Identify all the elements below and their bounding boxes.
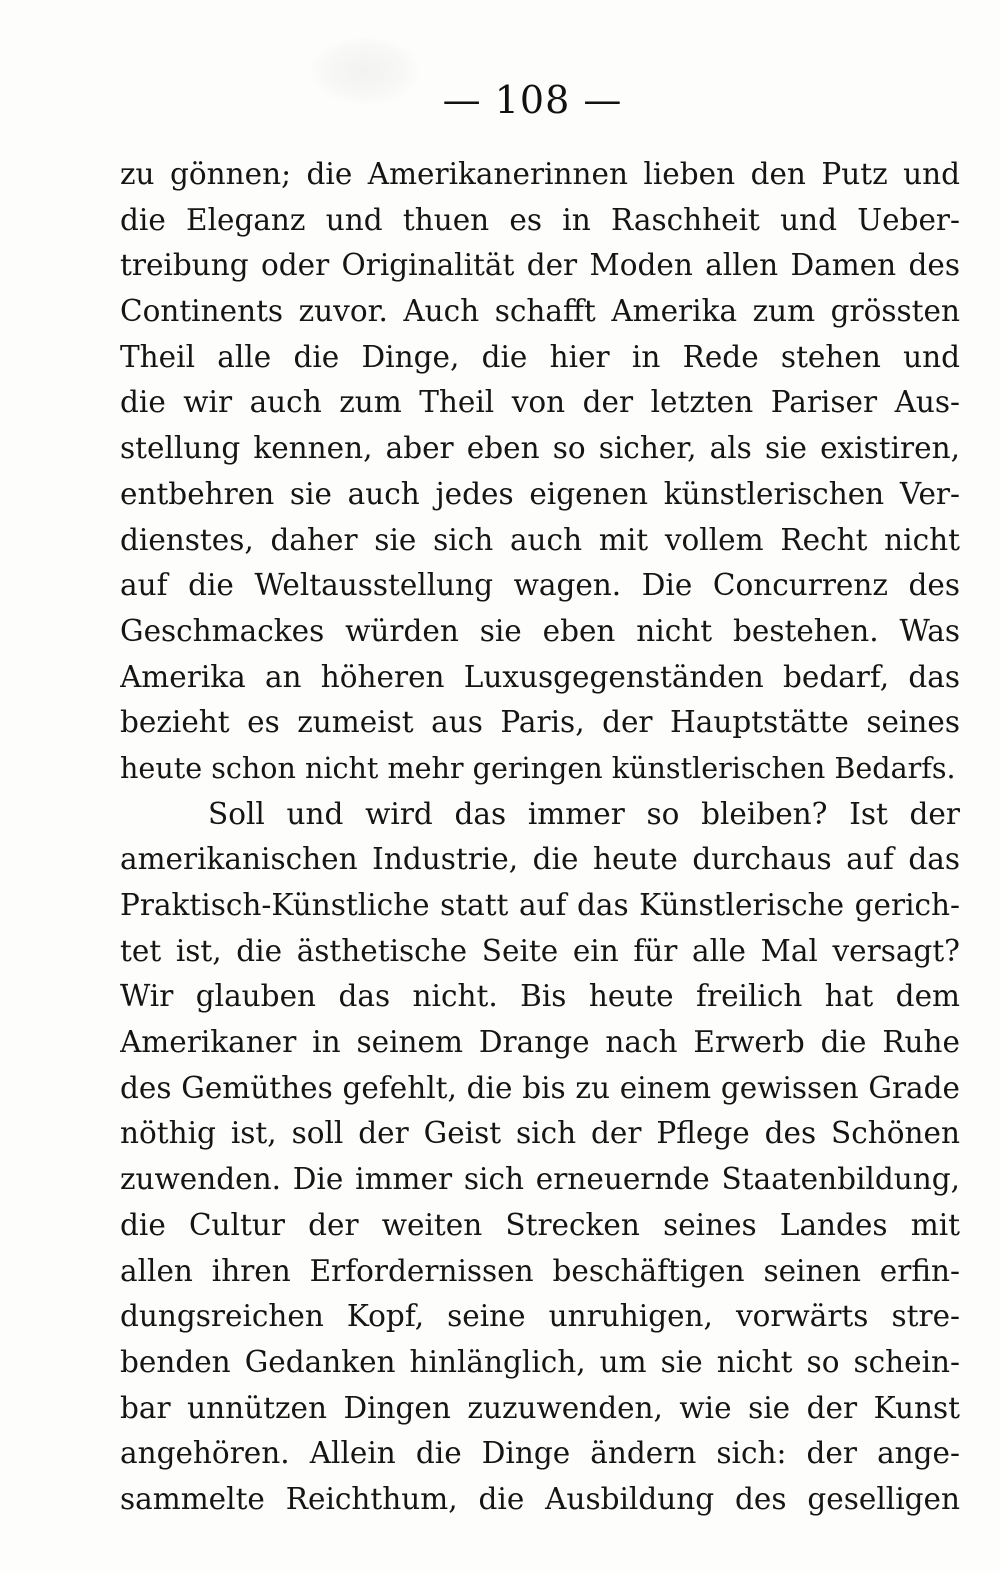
text-line: Soll und wird das immer so bleiben? Ist der [208, 796, 960, 831]
text-line: dungsreichen Kopf, seine unruhigen, vorwärts stre- [120, 1299, 960, 1334]
text-line: Amerika an höheren Luxusgegenständen bedarf, das [120, 659, 960, 694]
text-line: des Gemüthes gefehlt, die bis zu einem gewissen Grade [120, 1070, 960, 1105]
text-line: die Eleganz und thuen es in Raschheit und Ueber- [120, 202, 960, 237]
text-line: Geschmackes würden sie eben nicht bestehen. Was [120, 613, 960, 648]
text-line: dienstes, daher sie sich auch mit vollem Recht nicht [120, 522, 960, 557]
text-line: auf die Weltausstellung wagen. Die Concurrenz des [120, 568, 960, 603]
text-line: treibung oder Originalität der Moden allen Damen des [120, 248, 960, 283]
text-line: Continents zuvor. Auch schafft Amerika zum grössten [120, 294, 960, 329]
text-line: allen ihren Erfordernissen beschäftigen seinen erfin- [120, 1253, 960, 1288]
text-line: bar unnützen Dingen zuzuwenden, wie sie der Kunst [120, 1390, 960, 1425]
text-line: stellung kennen, aber eben so sicher, als sie existiren, [120, 431, 960, 466]
text-line: Amerikaner in seinem Drange nach Erwerb die Ruhe [120, 1025, 960, 1060]
text-line: Theil alle die Dinge, die hier in Rede stehen und [120, 339, 960, 374]
body-text [120, 152, 960, 1523]
text-line: bezieht es zumeist aus Paris, der Hauptstätte seines [120, 705, 960, 740]
text-line: nöthig ist, soll der Geist sich der Pflege des Schönen [120, 1116, 960, 1151]
text-line: die Cultur der weiten Strecken seines Landes mit [120, 1207, 960, 1242]
text-line: benden Gedanken hinlänglich, um sie nicht so schein- [120, 1344, 960, 1379]
text-line: die wir auch zum Theil von der letzten Pariser Aus- [120, 385, 960, 420]
text-line: sammelte Reichthum, die Ausbildung des geselligen [120, 1481, 960, 1516]
text-line: entbehren sie auch jedes eigenen künstlerischen Ver- [120, 476, 960, 511]
text-line: angehören. Allein die Dinge ändern sich: der ange- [120, 1436, 960, 1471]
text-line: zu gönnen; die Amerikanerinnen lieben den Putz und [120, 157, 960, 191]
text-line: zuwenden. Die immer sich erneuernde Staatenbildung, [120, 1162, 960, 1197]
page-number: — 108 — [442, 78, 623, 122]
text-line: heute schon nicht mehr geringen künstlerischen Bedarfs. [120, 750, 956, 785]
text-line: Wir glauben das nicht. Bis heute freilich hat dem [120, 979, 960, 1014]
text-line: tet ist, die ästhetische Seite ein für alle Mal versagt? [120, 933, 960, 968]
text-line: Praktisch-Künstliche statt auf das Künstlerische gerich- [120, 888, 960, 922]
text-line: amerikanischen Industrie, die heute durchaus auf das [120, 842, 960, 877]
